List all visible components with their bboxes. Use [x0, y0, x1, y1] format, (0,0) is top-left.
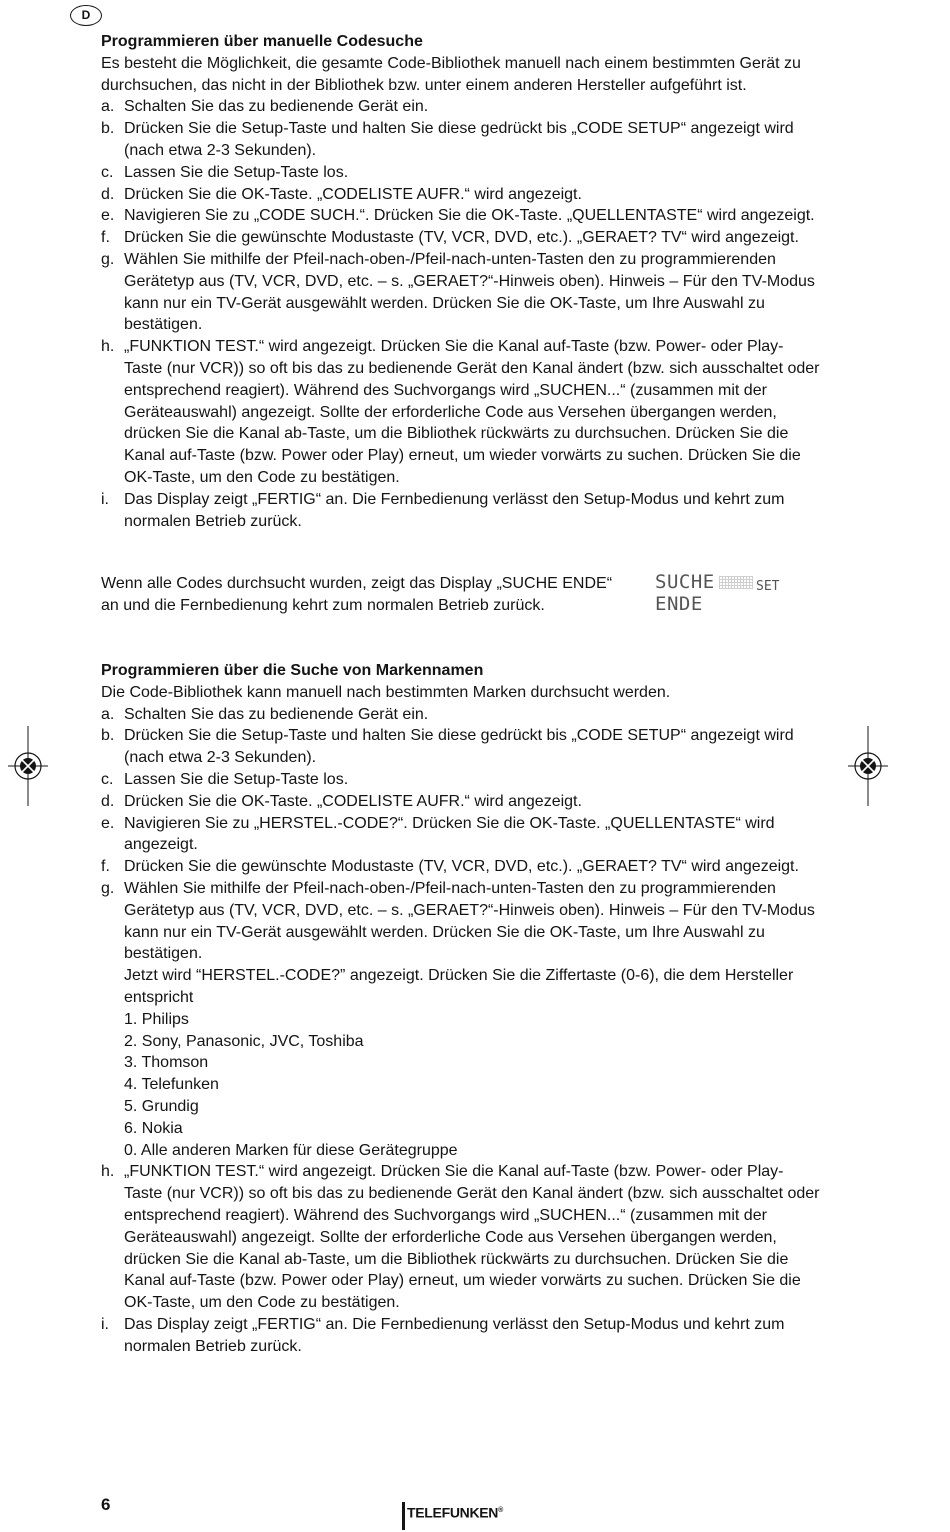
step-text: Navigieren Sie zu „CODE SUCH.“. Drücken Sie die OK-Taste. „QUELLENTASTE“ wird angezeigt.: [124, 207, 815, 225]
steps-list: [101, 704, 821, 1358]
step-marker: c.: [101, 163, 114, 181]
step-marker: e.: [101, 207, 115, 225]
step-text: Das Display zeigt „FERTIG“ an. Die Fernbedienung verlässt den Setup-Modus und kehrt zum normalen Betrieb zurück.: [124, 490, 785, 530]
step-text: Drücken Sie die Setup-Taste und halten Sie diese gedrückt bis „CODE SETUP“ angezeigt wird (nach etwa 2-3 Sekunden).: [124, 120, 794, 159]
section-intro: Es besteht die Möglichkeit, die gesamte Code-Bibliothek manuell nach einem bestimmten Gerät zu durchsuchen, das nicht in der Bibliothek bzw. unter einem anderen Hersteller aufgeführt ist.: [101, 54, 801, 94]
list-item: [101, 1161, 821, 1314]
step-text: Drücken Sie die OK-Taste. „CODELISTE AUFR.“ wird angezeigt.: [124, 185, 582, 203]
brand-name: TELEFUNKEN: [407, 1504, 499, 1521]
step-marker: i.: [101, 490, 109, 508]
lcd-set-indicator: SET: [756, 579, 780, 594]
step-marker: e.: [101, 814, 115, 832]
step-text: Lassen Sie die Setup-Taste los.: [124, 770, 349, 788]
step-text: Schalten Sie das zu bedienende Gerät ein.: [124, 98, 429, 116]
lcd-dot-matrix: [719, 576, 753, 589]
page-number: 6: [101, 1495, 111, 1514]
step-marker: f.: [101, 858, 110, 876]
list-item: [101, 791, 821, 813]
step-text: Schalten Sie das zu bedienende Gerät ein.: [124, 705, 429, 723]
list-item: [101, 1314, 821, 1358]
step-marker: c.: [101, 770, 114, 788]
list-item: [101, 878, 821, 1161]
brand-item: 5. Grundig: [124, 1097, 199, 1115]
list-item: [101, 205, 821, 227]
step-text: Drücken Sie die OK-Taste. „CODELISTE AUFR.“ wird angezeigt.: [124, 792, 582, 810]
lcd-line-1: SUCHE: [655, 571, 715, 593]
brand-item: 4. Telefunken: [124, 1076, 219, 1094]
list-item: [101, 704, 821, 726]
section-brand-search: [101, 660, 821, 1358]
step-marker: d.: [101, 185, 115, 203]
telefunken-logo: [402, 1502, 503, 1530]
list-item: [101, 813, 821, 857]
search-end-note: Wenn alle Codes durchsucht wurden, zeigt das Display „SUCHE ENDE“ an und die Fernbedienung kehrt zum normalen Betrieb zurück.: [101, 575, 613, 614]
step-marker: a.: [101, 98, 115, 116]
list-item: [101, 489, 821, 533]
step-marker: h.: [101, 1163, 115, 1181]
step-text: Das Display zeigt „FERTIG“ an. Die Fernbedienung verlässt den Setup-Modus und kehrt zum normalen Betrieb zurück.: [124, 1315, 785, 1355]
list-item: [101, 249, 821, 336]
registration-mark-icon: [8, 726, 48, 806]
section-title: Programmieren über manuelle Codesuche: [101, 33, 423, 50]
step-marker: b.: [101, 727, 115, 745]
section-manual-code-search: [101, 31, 821, 532]
list-item: [101, 725, 821, 769]
step-marker: i.: [101, 1315, 109, 1333]
registered-mark: ®: [498, 1507, 503, 1514]
step-text: Drücken Sie die gewünschte Modustaste (TV, VCR, DVD, etc.). „GERAET? TV“ wird angezeigt.: [124, 858, 799, 876]
step-marker: b.: [101, 120, 115, 138]
step-text: „FUNKTION TEST.“ wird angezeigt. Drücken Sie die Kanal auf-Taste (bzw. Power- oder Play-Taste (nur VCR)) so oft bis das zu bedienende Gerät den Kanal ändert (bzw. sich ausschaltet oder entsprechend reagiert). Während des Suchvorgangs wird „SUCHEN...“ (zusammen mit der Geräteauswahl) angezeigt. Sollte der erforderliche Code aus Versehen übergangen werden, drücken Sie die Kanal ab-Taste, um die Bibliothek rückwärts zu durchsuchen. Drücken Sie die Kanal auf-Taste (bzw. Power oder Play) erneut, um wieder vorwärts zu suchen. Drücken Sie die OK-Taste, um den Code zu bestätigen.: [124, 338, 820, 486]
step-followup-text: Jetzt wird “HERSTEL.-CODE?” angezeigt. Drücken Sie die Ziffertaste (0-6), die dem Hersteller entspricht: [124, 967, 794, 1006]
lcd-display: [655, 572, 785, 618]
step-text: Drücken Sie die gewünschte Modustaste (TV, VCR, DVD, etc.). „GERAET? TV“ wird angezeigt.: [124, 229, 799, 247]
brand-list: [124, 1009, 821, 1162]
brand-item: 1. Philips: [124, 1010, 189, 1028]
brand-item: 6. Nokia: [124, 1119, 183, 1137]
brand-item: 2. Sony, Panasonic, JVC, Toshiba: [124, 1032, 364, 1050]
list-item: [101, 162, 821, 184]
language-badge: D: [70, 5, 102, 26]
steps-list: [101, 96, 821, 532]
step-marker: d.: [101, 792, 115, 810]
step-marker: g.: [101, 250, 115, 268]
list-item: [101, 184, 821, 206]
section-title: Programmieren über die Suche von Markennamen: [101, 662, 484, 679]
step-marker: h.: [101, 338, 115, 356]
lcd-line-2: ENDE: [655, 593, 703, 615]
step-text: Wählen Sie mithilfe der Pfeil-nach-oben-/Pfeil-nach-unten-Tasten den zu programmierenden Gerätetyp aus (TV, VCR, DVD, etc. – s. „GERAET?“-Hinweis oben). Hinweis – Für den TV-Modus kann nur ein TV-Gerät ausgewählt werden. Drücken Sie die OK-Taste, um Ihre Auswahl zu bestätigen.: [124, 250, 815, 334]
brand-item: 3. Thomson: [124, 1054, 209, 1072]
step-text: Navigieren Sie zu „HERSTEL.-CODE?“. Drücken Sie die OK-Taste. „QUELLENTASTE“ wird angezeigt.: [124, 814, 775, 854]
step-marker: f.: [101, 229, 110, 247]
step-marker: g.: [101, 879, 115, 897]
step-text: Wählen Sie mithilfe der Pfeil-nach-oben-/Pfeil-nach-unten-Tasten den zu programmierenden Gerätetyp aus (TV, VCR, DVD, etc. – s. „GERAET?“-Hinweis oben). Hinweis – Für den TV-Modus kann nur ein TV-Gerät ausgewählt werden. Drücken Sie die OK-Taste, um Ihre Auswahl zu bestätigen.: [124, 879, 815, 963]
step-text: Drücken Sie die Setup-Taste und halten Sie diese gedrückt bis „CODE SETUP“ angezeigt wird (nach etwa 2-3 Sekunden).: [124, 727, 794, 767]
list-item: [101, 336, 821, 489]
registration-mark-icon: [848, 726, 888, 806]
brand-item: 0. Alle anderen Marken für diese Gerätegruppe: [124, 1141, 458, 1159]
list-item: [101, 96, 821, 118]
list-item: [101, 856, 821, 878]
step-text: Lassen Sie die Setup-Taste los.: [124, 163, 349, 181]
list-item: [101, 769, 821, 791]
list-item: [101, 118, 821, 162]
step-text: „FUNKTION TEST.“ wird angezeigt. Drücken Sie die Kanal auf-Taste (bzw. Power- oder Play-Taste (nur VCR)) so oft bis das zu bedienende Gerät den Kanal ändert (bzw. sich ausschaltet oder entsprechend reagiert). Während des Suchvorgangs wird „SUCHEN...“ (zusammen mit der Geräteauswahl) angezeigt. Sollte der erforderliche Code aus Versehen übergangen werden, drücken Sie die Kanal ab-Taste, um die Bibliothek rückwärts zu durchsuchen. Drücken Sie die Kanal auf-Taste (bzw. Power oder Play) erneut, um wieder vorwärts zu suchen. Drücken Sie die OK-Taste, um den Code zu bestätigen.: [124, 1163, 820, 1312]
step-marker: a.: [101, 705, 115, 723]
section-intro: Die Code-Bibliothek kann manuell nach bestimmten Marken durchsucht werden.: [101, 683, 671, 701]
list-item: [101, 227, 821, 249]
